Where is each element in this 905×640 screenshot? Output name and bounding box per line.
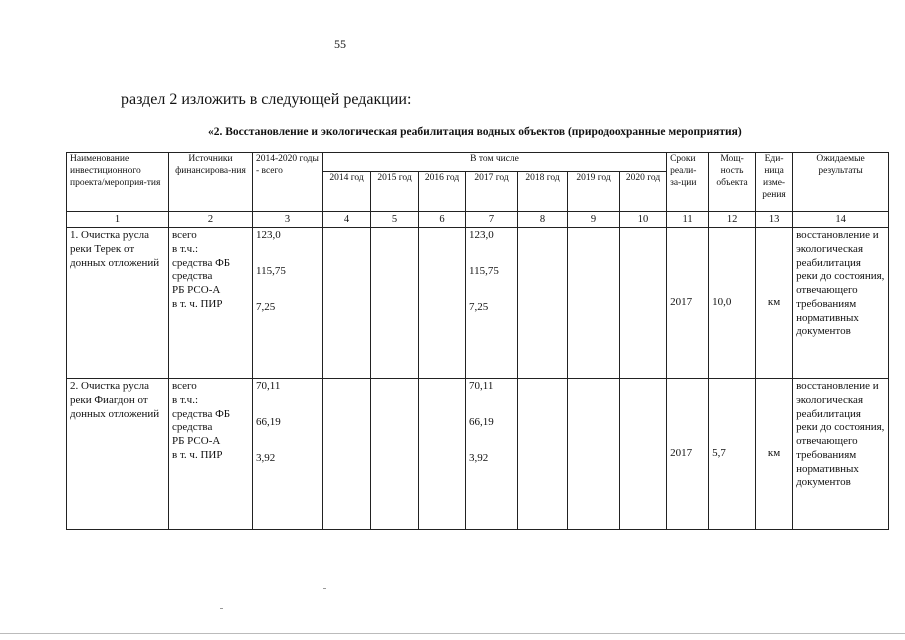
expected-results: восстановление и экологическая реабилитация реки до состояния, отвечающего требованиям нормативных документов [793, 379, 889, 530]
header-year: 2015 год [371, 172, 419, 212]
amount-line [469, 434, 514, 452]
amount-line: 70,11 [256, 380, 281, 393]
amount-line: 123,0 [469, 229, 494, 242]
column-number: 9 [568, 212, 620, 228]
column-number: 13 [756, 212, 793, 228]
column-number: 1 [67, 212, 169, 228]
capacity: 10,0 [709, 228, 756, 379]
header-year: 2019 год [568, 172, 620, 212]
amount-line: 66,19 [256, 416, 281, 429]
year-2017-amount [466, 379, 518, 530]
unit: км [756, 228, 793, 379]
year-cell [620, 379, 667, 530]
source-line: всего [172, 380, 197, 393]
unit: км [756, 379, 793, 530]
source-line: всего [172, 229, 197, 242]
source-line: средства ФБ [172, 407, 231, 420]
header-source: Источники финансирова-ния [169, 153, 253, 212]
amount-line: 70,11 [469, 380, 494, 393]
page-number: 55 [334, 37, 346, 51]
year-cell [323, 379, 371, 530]
amount-line: 66,19 [469, 416, 494, 429]
funding-source [169, 228, 253, 379]
amount-line: 7,25 [469, 301, 489, 314]
header-including: В том числе [323, 153, 667, 172]
amount-line: 3,92 [469, 452, 489, 465]
funding-source [169, 379, 253, 530]
year-cell [371, 228, 419, 379]
project-name: 2. Очистка русла реки Фиагдон от донных отложений [67, 379, 169, 530]
source-line: в т. ч. ПИР [172, 297, 223, 310]
source-line: средства [172, 421, 213, 434]
year-cell [419, 379, 466, 530]
source-line: РБ РСО-А [172, 284, 221, 297]
column-number: 8 [518, 212, 568, 228]
column-number: 4 [323, 212, 371, 228]
amount-line [469, 247, 514, 265]
year-cell [518, 228, 568, 379]
column-number: 3 [253, 212, 323, 228]
header-row-top [67, 153, 889, 172]
amount-line [469, 398, 514, 416]
capacity: 5,7 [709, 379, 756, 530]
year-cell [568, 379, 620, 530]
amount-line: 3,92 [256, 452, 276, 465]
source-line: средства ФБ [172, 256, 231, 269]
header-capacity: Мощ-ность объекта [709, 153, 756, 212]
intro-text: раздел 2 изложить в следующей редакции: [121, 91, 412, 108]
column-number: 5 [371, 212, 419, 228]
column-number: 10 [620, 212, 667, 228]
amount-line [256, 434, 319, 452]
column-number: 7 [466, 212, 518, 228]
scan-speck [220, 608, 223, 609]
investment-table [66, 152, 889, 530]
header-year: 2016 год [419, 172, 466, 212]
source-line: в т.ч.: [172, 242, 199, 255]
column-number: 14 [793, 212, 889, 228]
implementation-period: 2017 [667, 228, 709, 379]
amount-line [256, 398, 319, 416]
project-name: 1. Очистка русла реки Терек от донных отложений [67, 228, 169, 379]
column-number: 6 [419, 212, 466, 228]
amount-line: 7,25 [256, 301, 276, 314]
year-2017-amount [466, 228, 518, 379]
year-cell [620, 228, 667, 379]
year-cell [419, 228, 466, 379]
header-total: 2014-2020 годы - всего [253, 153, 323, 212]
header-name: Наименование инвестиционного проекта/мероприя-тия [67, 153, 169, 212]
header-year: 2018 год [518, 172, 568, 212]
scan-speck [323, 588, 326, 589]
section-heading: «2. Восстановление и экологическая реабилитация водных объектов (природоохранные мероприятия) [208, 126, 742, 138]
header-results: Ожидаемые результаты [793, 153, 889, 212]
amount-line [256, 283, 319, 301]
table-row [67, 228, 889, 379]
header-period: Сроки реали-за-ции [667, 153, 709, 212]
year-cell [323, 228, 371, 379]
header-year: 2020 год [620, 172, 667, 212]
table-row [67, 379, 889, 530]
column-number-row [67, 212, 889, 228]
column-number: 11 [667, 212, 709, 228]
expected-results: восстановление и экологическая реабилитация реки до состояния, отвечающего требованиям нормативных документов [793, 228, 889, 379]
total-amount [253, 379, 323, 530]
source-line: в т.ч.: [172, 393, 199, 406]
implementation-period: 2017 [667, 379, 709, 530]
year-cell [518, 379, 568, 530]
source-line: средства [172, 270, 213, 283]
year-cell [371, 379, 419, 530]
header-unit: Еди-ница изме-рения [756, 153, 793, 212]
source-line: в т. ч. ПИР [172, 448, 223, 461]
amount-line [256, 247, 319, 265]
column-number: 2 [169, 212, 253, 228]
amount-line: 115,75 [256, 265, 286, 278]
column-number: 12 [709, 212, 756, 228]
year-cell [568, 228, 620, 379]
total-amount [253, 228, 323, 379]
scan-edge-line [0, 633, 905, 634]
header-year: 2014 год [323, 172, 371, 212]
source-line: РБ РСО-А [172, 435, 221, 448]
header-year: 2017 год [466, 172, 518, 212]
amount-line: 123,0 [256, 229, 281, 242]
amount-line: 115,75 [469, 265, 499, 278]
amount-line [469, 283, 514, 301]
